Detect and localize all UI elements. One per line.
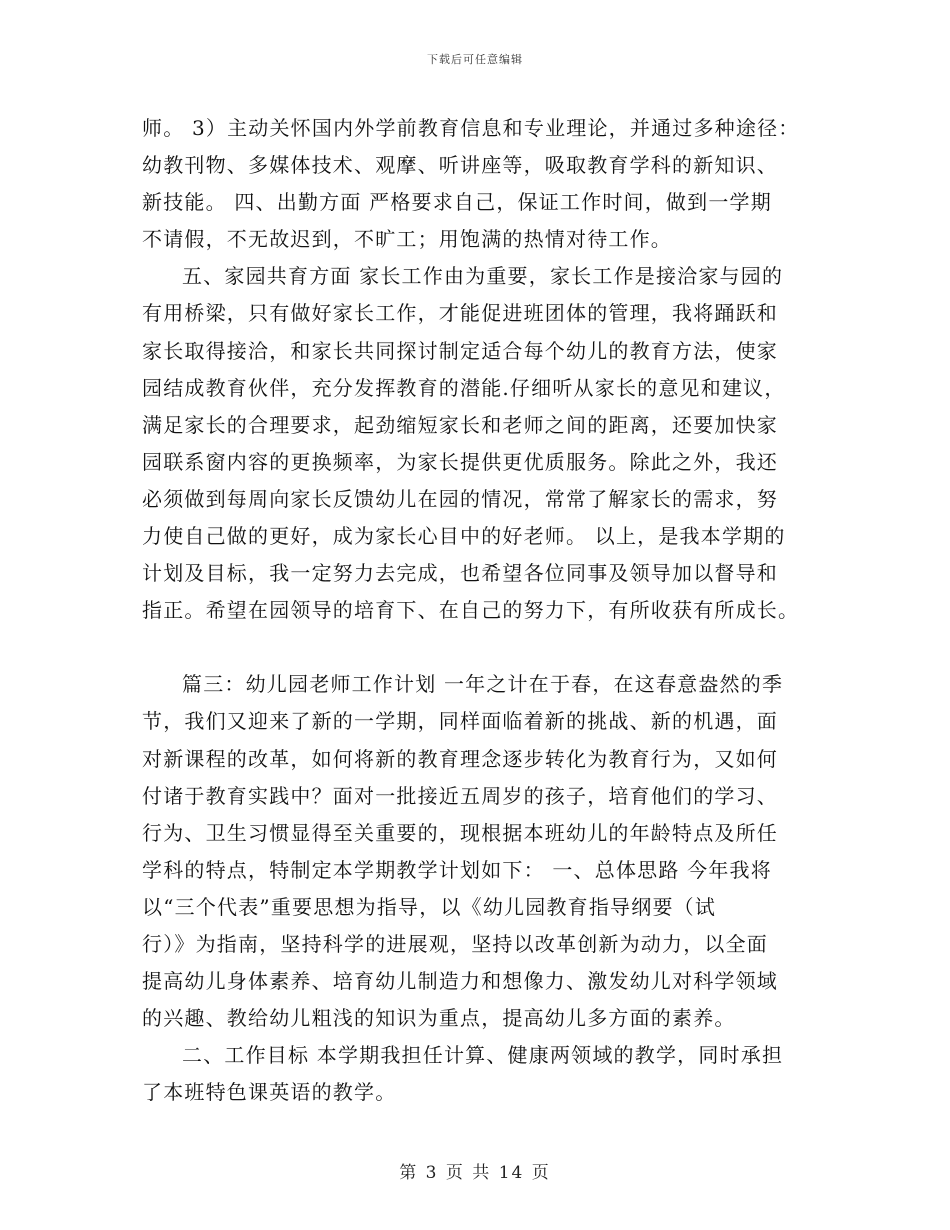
text-line: 满足家长的合理要求，起劲缩短家长和老师之间的距离，还要加快家 xyxy=(142,412,778,437)
text-line: 学科的特点，特制定本学期教学计划如下： 一、总体思路 今年我将 xyxy=(142,857,772,882)
text-line: 的兴趣、教给幼儿粗浅的知识为重点，提高幼儿多方面的素养。 xyxy=(142,1006,736,1031)
text-line: 力使自己做的更好，成为家长心目中的好老师。 以上，是我本学期的 xyxy=(142,524,786,549)
text-line: 了本班特色课英语的教学。 xyxy=(142,1080,397,1105)
text-line: 新技能。 四、出勤方面 严格要求自己，保证工作时间，做到一学期 xyxy=(142,190,772,215)
text-line: 必须做到每周向家长反馈幼儿在园的情况，常常了解家长的需求，努 xyxy=(142,486,778,511)
text-line: 付诸于教育实践中？面对一批接近五周岁的孩子，培育他们的学习、 xyxy=(142,783,778,808)
text-line: 园联系窗内容的更换频率，为家长提供更优质服务。除此之外，我还 xyxy=(142,449,778,474)
text-line: 节，我们又迎来了新的一学期，同样面临着新的挑战、新的机遇，面 xyxy=(142,709,778,734)
paragraph-home-school xyxy=(142,261,812,626)
text-line: 幼教刊物、多媒体技术、观摩、听讲座等，吸取教育学科的新知识、 xyxy=(142,153,778,178)
text-line: 有用桥梁，只有做好家长工作，才能促进班团体的管理，我将踊跃和 xyxy=(142,301,778,326)
paragraph-work-goals xyxy=(142,1040,812,1108)
text-line: 指正。希望在园领导的培育下、在自己的努力下，有所收获有所成长。 xyxy=(142,598,800,623)
text-line: 行）》为指南，坚持科学的进展观，坚持以改革创新为动力，以全面 xyxy=(142,931,768,956)
text-line: 篇三：幼儿园老师工作计划 一年之计在于春，在这春意盎然的季 xyxy=(182,672,784,697)
text-line: 对新课程的改革，如何将新的教育理念逐步转化为教育行为，又如何 xyxy=(142,746,778,771)
paragraph-part-three xyxy=(142,669,812,1034)
text-line: 园结成教育伙伴，充分发挥教育的潜能.仔细听从家长的意见和建议， xyxy=(142,375,786,400)
text-line: 计划及目标，我一定努力去完成，也希望各位同事及领导加以督导和 xyxy=(142,561,778,586)
paragraph-attendance xyxy=(142,113,812,255)
document-body xyxy=(142,113,812,1114)
text-line: 师。 3）主动关怀国内外学前教育信息和专业理论，并通过多种途径： xyxy=(142,116,800,140)
text-line: 提高幼儿身体素养、培育幼儿制造力和想像力、激发幼儿对科学领域 xyxy=(142,969,778,994)
text-line: 二、工作目标 本学期我担任计算、健康两领域的教学，同时承担 xyxy=(182,1043,784,1068)
page-number: 第 3 页 共 14 页 xyxy=(399,1163,551,1183)
text-line: 行为、卫生习惯显得至关重要的，现根据本班幼儿的年龄特点及所任 xyxy=(142,820,778,845)
text-line: 以“三个代表”重要思想为指导，以《幼儿园教育指导纲要（试 xyxy=(142,894,717,919)
paragraph-spacer xyxy=(142,632,812,669)
text-line: 五、家园共育方面 家长工作由为重要，家长工作是接洽家与园的 xyxy=(182,264,784,289)
text-line: 不请假，不无故迟到，不旷工；用饱满的热情对待工作。 xyxy=(142,227,672,252)
page-header: 下载后可任意编辑 xyxy=(427,53,523,66)
text-line: 家长取得接洽，和家长共同探讨制定适合每个幼儿的教育方法，使家 xyxy=(142,338,778,363)
